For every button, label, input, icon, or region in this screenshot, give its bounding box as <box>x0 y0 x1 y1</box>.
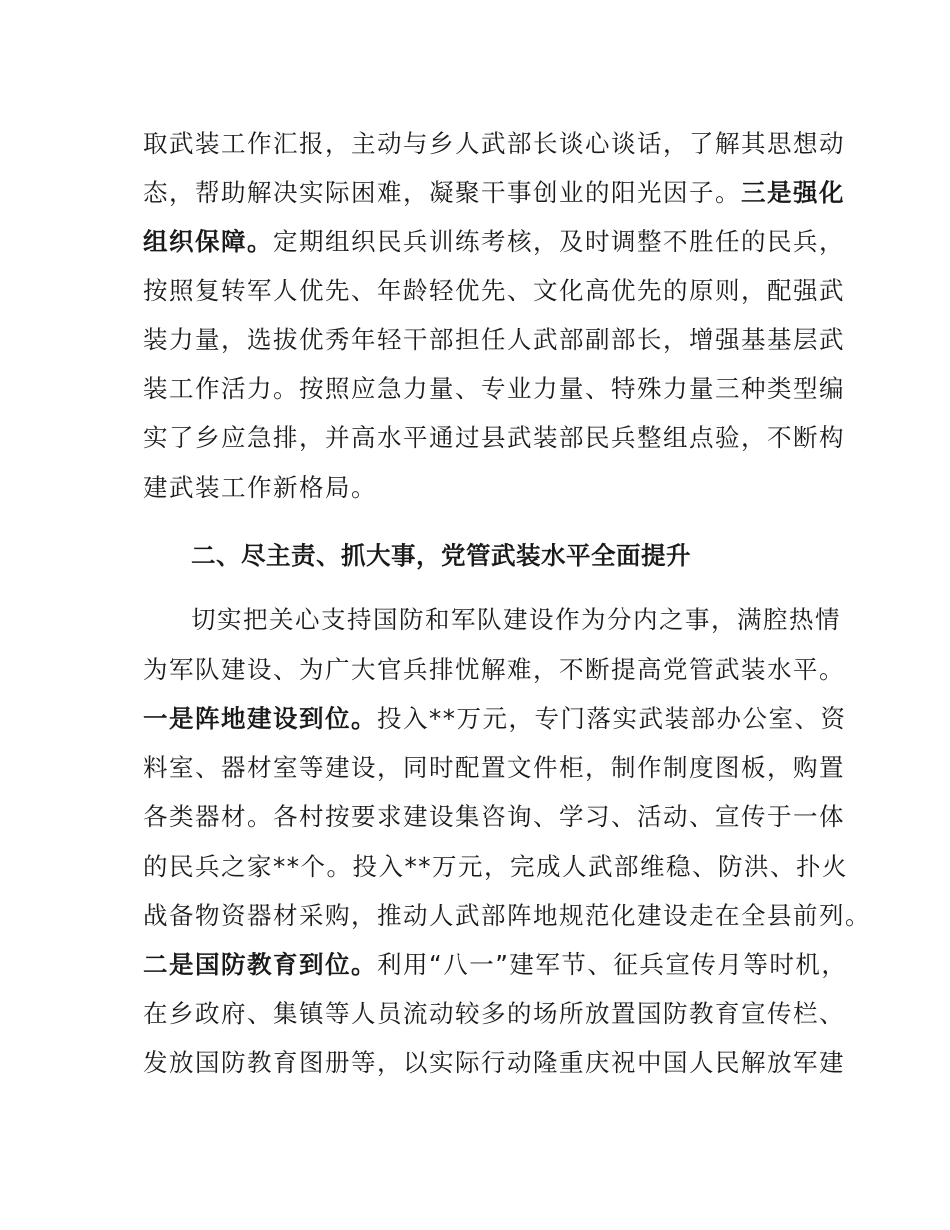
paragraph-line <box>143 128 845 160</box>
text-run: 建武装工作新格局。 <box>143 473 377 502</box>
text-run: 为军队建设、为广大官兵排忧解难，不断提高党管武装水平。 <box>143 655 845 684</box>
text-run: 按照复转军人优先、年龄轻优先、文化高优先的原则，配强武 <box>143 276 845 305</box>
text-run: 发放国防教育图册等，以实际行动隆重庆祝中国人民解放军建 <box>143 1048 845 1077</box>
bold-lead-text: 二是国防教育到位。 <box>143 950 377 979</box>
bold-lead-text: 组织保障。 <box>143 227 273 256</box>
text-run: 料室、器材室等建设，同时配置文件柜，制作制度图板，购置 <box>143 753 845 782</box>
paragraph-line <box>143 373 845 405</box>
paragraph-line <box>143 949 847 981</box>
bold-lead-text: 一是阵地建设到位。 <box>143 704 377 733</box>
text-run: 切实把关心支持国防和军队建设作为分内之事，满腔热情 <box>191 605 841 634</box>
paragraph-line <box>143 752 845 784</box>
paragraph-line <box>143 851 848 883</box>
paragraph-line <box>143 422 845 454</box>
text-run: 定期组织民兵训练考核，及时调整不胜任的民兵， <box>273 227 845 256</box>
paragraph-line <box>143 177 845 209</box>
paragraph-line <box>143 1047 845 1079</box>
paragraph-line <box>143 324 845 356</box>
text-run: 取武装工作汇报，主动与乡人武部长谈心谈话，了解其思想动 <box>143 129 845 158</box>
text-run: 态，帮助解决实际困难，凝聚干事创业的阳光因子。 <box>143 178 741 207</box>
text-run: 利用“八一”建军节、征兵宣传月等时机， <box>377 950 848 979</box>
paragraph-line <box>143 275 845 307</box>
text-run: 装工作活力。按照应急力量、专业力量、特殊力量三种类型编 <box>143 374 845 403</box>
paragraph-line <box>143 900 871 932</box>
bold-lead-text: 三是强化 <box>741 178 845 207</box>
text-run: 投入**万元，专门落实武装部办公室、资 <box>377 704 847 733</box>
text-run: 各类器材。各村按要求建设集咨询、学习、活动、宣传于一体 <box>143 802 845 831</box>
text-run: 在乡政府、集镇等人员流动较多的场所放置国防教育宣传栏、 <box>143 999 845 1028</box>
paragraph-line <box>143 998 845 1030</box>
text-run: 战备物资器材采购，推动人武部阵地规范化建设走在全县前列。 <box>143 901 871 930</box>
text-run: 实了乡应急排，并高水平通过县武装部民兵整组点验，不断构 <box>143 423 845 452</box>
text-run: 的民兵之家**个。投入**万元，完成人武部维稳、防洪、扑火 <box>143 852 848 881</box>
paragraph-line <box>191 604 841 636</box>
paragraph-line <box>143 226 845 258</box>
paragraph-line <box>143 654 845 686</box>
section-heading: 二、尽主责、抓大事，党管武装水平全面提升 <box>191 541 691 570</box>
paragraph-line <box>143 801 845 833</box>
paragraph-line <box>143 472 377 504</box>
paragraph-line <box>143 703 847 735</box>
text-run: 装力量，选拔优秀年轻干部担任人武部副部长，增强基基层武 <box>143 325 845 354</box>
